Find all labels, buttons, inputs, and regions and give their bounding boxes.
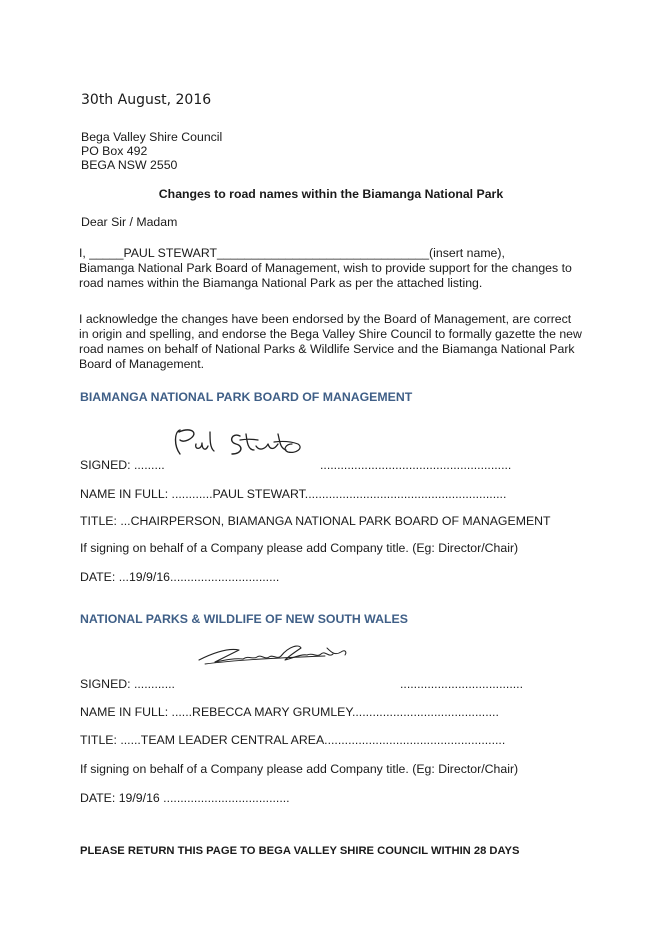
board-name-line: NAME IN FULL: ............PAUL STEWART........................................................... — [80, 487, 507, 501]
return-instruction: PLEASE RETURN THIS PAGE TO BEGA VALLEY SHIRE COUNCIL WITHIN 28 DAYS — [80, 845, 520, 857]
address-line: Bega Valley Shire Council — [81, 130, 223, 144]
board-signed-dots: ........................................................ — [320, 458, 512, 472]
paragraph-line: in origin and spelling, and endorse the Bega Valley Shire Council to formally gazette the new — [79, 327, 582, 341]
npws-date-line: DATE: 19/9/16 ..................................... — [80, 791, 290, 805]
paragraph-line: road names within the Biamanga National Park as per the attached listing. — [79, 276, 483, 290]
board-date-line: DATE: ...19/9/16................................ — [80, 570, 280, 584]
paragraph-line: Board of Management. — [79, 357, 205, 371]
npws-company-note: If signing on behalf of a Company please add Company title. (Eg: Director/Chair) — [80, 762, 519, 776]
salutation: Dear Sir / Madam — [81, 215, 178, 229]
npws-name-line: NAME IN FULL: ......REBECCA MARY GRUMLEY........................................... — [80, 705, 499, 719]
address-line: PO Box 492 — [81, 144, 148, 158]
board-company-note: If signing on behalf of a Company please add Company title. (Eg: Director/Chair) — [80, 541, 519, 555]
npws-signed-dots: .................................... — [400, 677, 523, 691]
npws-signature — [195, 638, 355, 670]
paragraph-line: I acknowledge the changes have been endorsed by the Board of Management, are correct — [79, 312, 572, 326]
board-signed-label: SIGNED: ......... — [80, 458, 165, 472]
acknowledgement-paragraph — [79, 312, 599, 372]
recipient-address — [81, 130, 222, 172]
board-title-line: TITLE: ...CHAIRPERSON, BIAMANGA NATIONAL PARK BOARD OF MANAGEMENT — [80, 514, 551, 528]
npws-section-heading: NATIONAL PARKS & WILDLIFE OF NEW SOUTH WALES — [80, 612, 408, 626]
address-line: BEGA NSW 2550 — [81, 158, 178, 172]
board-section-heading: BIAMANGA NATIONAL PARK BOARD OF MANAGEMENT — [80, 390, 413, 404]
letter-subject: Changes to road names within the Biamanga National Park — [158, 187, 504, 201]
board-signature — [170, 424, 310, 460]
support-paragraph — [79, 246, 599, 291]
npws-signed-label: SIGNED: ............ — [80, 677, 175, 691]
letter-date: 30th August, 2016 — [81, 92, 212, 108]
paragraph-line: Biamanga National Park Board of Management, wish to provide support for the changes to — [79, 261, 572, 275]
paragraph-line: road names on behalf of National Parks & Wildlife Service and the Biamanga National Park — [79, 342, 575, 356]
npws-title-line: TITLE: ......TEAM LEADER CENTRAL AREA..................................................... — [80, 733, 506, 747]
paragraph-line: I, _____PAUL STEWART_______________________________(insert name), — [79, 246, 505, 260]
